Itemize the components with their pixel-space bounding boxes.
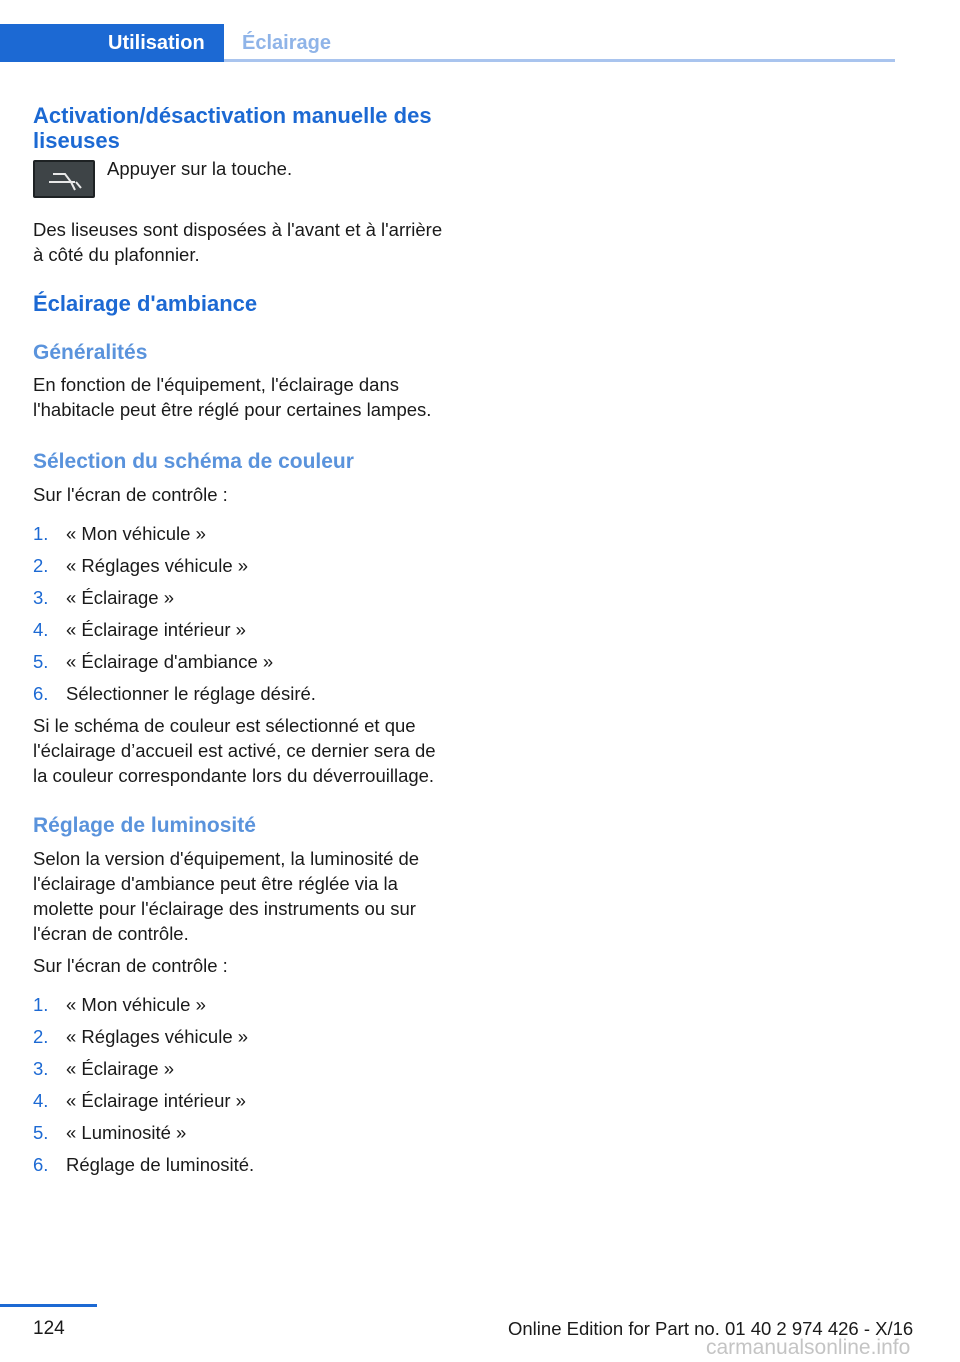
reading-light-icon (33, 160, 95, 198)
list-item: 4. « Éclairage intérieur » (33, 619, 246, 640)
list-item: 6. Sélectionner le réglage désiré. (33, 683, 316, 704)
general-text: En fonction de l'équipement, l'éclairage dans l'habitacle peut être réglé pour certaines lampes. (33, 374, 432, 420)
list-item: 3. « Éclairage » (33, 1058, 174, 1079)
color-scheme-intro: Sur l'écran de contrôle : (33, 484, 228, 505)
subsection-title-general: Généralités (33, 341, 148, 364)
list-item: 1. « Mon véhicule » (33, 994, 206, 1015)
button-instruction-row (33, 156, 451, 204)
brightness-steps (33, 992, 451, 1177)
reading-lights-location: Des liseuses sont disposées à l'avant et à l'arrière à côté du plafonnier. (33, 219, 443, 265)
tab-utilisation: Utilisation (0, 24, 224, 62)
header-divider (224, 59, 895, 62)
button-instruction-text: Appuyer sur la touche. (107, 158, 293, 179)
list-item: 6. Réglage de luminosité. (33, 1154, 255, 1175)
list-item: 1. « Mon véhicule » (33, 523, 206, 544)
page-number: 124 (33, 1318, 65, 1339)
section-title-reading-lights: Activation/désactivation manuelle des liseuses (33, 103, 432, 153)
list-item: 4. « Éclairage intérieur » (33, 1090, 246, 1111)
list-item: 5. « Éclairage d'ambiance » (33, 651, 274, 672)
list-item: 2. « Réglages véhicule » (33, 1026, 249, 1047)
color-scheme-steps (33, 521, 451, 706)
brightness-intro: Sur l'écran de contrôle : (33, 955, 228, 976)
subsection-title-brightness: Réglage de luminosité (33, 814, 256, 837)
list-item: 5. « Luminosité » (33, 1122, 187, 1143)
tab-eclairage: Éclairage (242, 32, 331, 54)
list-item: 3. « Éclairage » (33, 587, 174, 608)
footer-accent-line (0, 1304, 97, 1307)
page-content (33, 103, 451, 1177)
color-scheme-note: Si le schéma de couleur est sélectionné et que l'éclairage d’accueil est activé, ce dernier sera de la couleur correspondante lors du déverrouillage. (33, 715, 436, 786)
edition-note: Online Edition for Part no. 01 40 2 974 426 - X/16 (508, 1318, 914, 1339)
watermark: carmanualsonline.info (706, 1336, 911, 1359)
section-title-ambient-light: Éclairage d'ambiance (33, 291, 258, 316)
header-tabs (0, 24, 895, 62)
brightness-text: Selon la version d'équipement, la luminosité de l'éclairage d'ambiance peut être réglée via la molette pour l'éclairage des instruments ou sur l'écran de contrôle. (33, 848, 420, 944)
subsection-title-color-scheme: Sélection du schéma de couleur (33, 450, 354, 473)
list-item: 2. « Réglages véhicule » (33, 555, 249, 576)
